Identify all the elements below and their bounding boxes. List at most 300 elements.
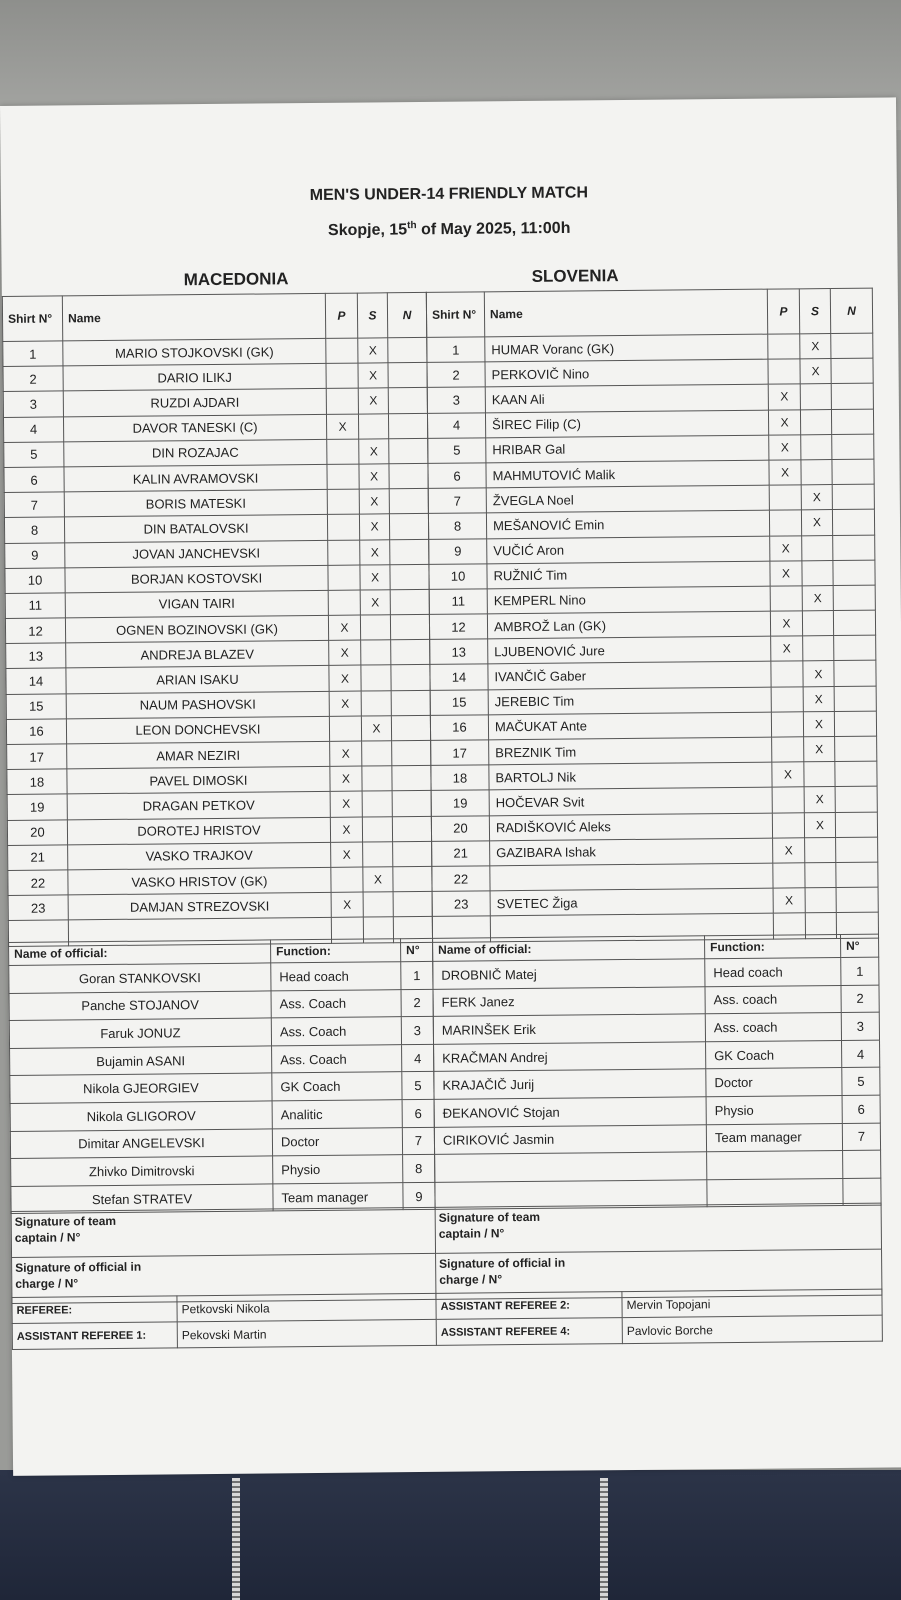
official-number: 3 [841,1012,879,1040]
substitute-mark: X [363,867,393,892]
not-playing-mark [389,489,428,515]
shirt-number: 23 [8,895,68,921]
substitute-mark: X [359,514,389,539]
substitute-mark: X [804,737,835,762]
player-name: DIN ROZAJAC [64,439,327,467]
played-mark: X [326,414,358,439]
shirt-number: 7 [428,488,486,514]
substitute-mark [363,842,393,867]
substitute-mark [358,413,388,438]
official-number: 4 [402,1044,434,1072]
signatures-table [11,1203,883,1304]
col-n: N [387,292,426,337]
table-row [10,1127,434,1159]
substitute-mark [801,459,832,484]
official-function: Ass. coach [705,985,841,1014]
substitute-mark: X [359,439,389,464]
official-function: Doctor [272,1127,402,1156]
official-function [707,1151,843,1180]
shirt-number: 12 [429,614,487,640]
played-mark [773,863,805,888]
substitute-mark [362,791,392,816]
not-playing-mark [390,539,429,565]
official-function: Doctor [706,1068,842,1097]
table-row [10,1099,434,1131]
played-mark [328,590,360,615]
played-mark [772,787,804,812]
not-playing-mark [835,761,877,787]
played-mark [771,661,803,686]
not-playing-mark [393,841,432,867]
referee-name: Petkovski Nikola [177,1293,436,1321]
official-number: 6 [842,1095,880,1123]
shirt-number: 19 [431,790,489,816]
table-row [9,1017,433,1049]
player-name: JOVAN JANCHEVSKI [65,540,328,568]
not-playing-mark [391,665,430,691]
not-playing-mark [392,740,431,766]
substitute-mark [800,384,831,409]
not-playing-mark [393,892,432,918]
substitute-mark [803,636,834,661]
substitute-mark: X [803,711,834,736]
ar1-label: ASSISTANT REFEREE 1: [12,1322,177,1350]
player-name: GAZIBARA Ishak [490,838,773,866]
shirt-number: 21 [432,841,490,867]
player-name: RUZDI AJDARI [63,389,326,417]
not-playing-mark [835,786,877,812]
shirt-number: 1 [3,341,63,367]
played-mark [327,439,359,464]
played-mark [769,510,801,535]
shirt-number: 13 [6,643,66,669]
shirt-number: 16 [6,719,66,745]
not-playing-mark [835,812,877,838]
table-row [433,1012,879,1044]
substitute-mark: X [360,564,390,589]
shirt-number: 15 [6,694,66,720]
player-name: RUŽNIĆ Tim [487,561,770,589]
shirt-number: 7 [4,492,64,518]
official-function: GK Coach [272,1072,402,1101]
shirt-number: 14 [6,668,66,694]
player-name: RADIŠKOVIĆ Aleks [489,813,772,841]
played-mark: X [770,611,802,636]
official-number: 8 [403,1155,435,1183]
player-name: DAMJAN STREZOVSKI [68,892,331,920]
not-playing-mark [836,837,878,863]
shirt-number: 5 [4,442,64,468]
table-row [435,1150,881,1182]
col-official-no: N° [401,938,433,961]
played-mark: X [770,535,802,560]
home-official-signature[interactable]: Signature of official in charge / N° [12,1253,436,1303]
played-mark: X [331,842,363,867]
player-name: BORIS MATESKI [64,490,327,518]
ar2-name: Mervin Topojani [622,1289,882,1317]
player-name: VIGAN TAIRI [65,590,328,618]
not-playing-mark [391,640,430,666]
shirt-number: 6 [428,463,486,489]
official-function: Ass. Coach [271,1017,401,1046]
player-name: MEŠANOVIĆ Emin [486,510,769,538]
official-name: KRAJAČIČ Jurij [434,1069,706,1099]
col-p: P [767,289,799,334]
played-mark [326,363,358,388]
official-name: ĐEKANOVIĆ Stojan [434,1097,706,1127]
played-mark [771,686,803,711]
player-name: VASKO HRISTOV (GK) [68,867,331,895]
official-name: Zhivko Dimitrovski [11,1156,273,1186]
official-number: 2 [841,985,879,1013]
official-number: 3 [401,1017,433,1045]
shirt-number: 2 [427,362,485,388]
shirt-number: 4 [3,416,63,442]
shirt-number: 17 [431,740,489,766]
official-function: Team manager [706,1123,842,1152]
not-playing-mark [392,791,431,817]
played-mark: X [773,838,805,863]
away-officials-table [432,934,882,1211]
substitute-mark: X [801,510,832,535]
player-name: KEMPERL Nino [487,586,770,614]
player-name: OGNEN BOZINOVSKI (GK) [65,615,328,643]
player-name: KAAN Ali [485,385,768,413]
official-function: Analitic [272,1100,402,1129]
shirt-number: 3 [3,391,63,417]
player-name: ŠIREC Filip (C) [485,410,768,438]
played-mark [768,334,800,359]
not-playing-mark [392,766,431,792]
not-playing-mark [836,887,878,913]
ar4-label: ASSISTANT REFEREE 4: [436,1318,622,1346]
official-number: 6 [402,1099,434,1127]
substitute-mark: X [803,661,834,686]
shirt-number: 17 [7,744,67,770]
not-playing-mark [833,560,875,586]
substitute-mark: X [804,787,835,812]
substitute-mark: X [802,585,833,610]
not-playing-mark [833,585,875,611]
played-mark: X [773,888,805,913]
substitute-mark: X [801,485,832,510]
substitute-mark: X [359,464,389,489]
shirt-number: 15 [430,689,488,715]
not-playing-mark [836,862,878,888]
substitute-mark: X [358,363,388,388]
shirt-number: 20 [7,819,67,845]
shirt-number: 6 [4,467,64,493]
player-name: VUČIĆ Aron [487,536,770,564]
ar2-label: ASSISTANT REFEREE 2: [436,1292,622,1320]
not-playing-mark [391,690,430,716]
official-function: Ass. Coach [272,1044,402,1073]
table-row [433,985,879,1017]
played-mark [331,867,363,892]
official-function: Physio [273,1155,403,1184]
table-row [433,957,879,989]
table-row [434,1040,880,1072]
col-function: Function: [704,934,840,958]
shirt-number: 20 [431,815,489,841]
official-number [843,1178,881,1206]
played-mark: X [769,435,801,460]
player-name: LEON DONCHEVSKI [66,716,329,744]
not-playing-mark [390,564,429,590]
played-mark: X [331,892,363,917]
not-playing-mark [832,434,874,460]
not-playing-mark [833,610,875,636]
player-name: MAHMUTOVIĆ Malik [486,460,769,488]
played-mark [771,712,803,737]
not-playing-mark [834,661,876,687]
not-playing-mark [831,358,873,384]
table-row [9,961,433,993]
player-name: KALIN AVRAMOVSKI [64,464,327,492]
substitute-mark [802,611,833,636]
substitute-mark [805,862,836,887]
shirt-number: 23 [432,891,490,917]
zipper-left [232,1478,240,1600]
substitute-mark [805,837,836,862]
player-name [490,863,773,891]
official-number: 1 [841,957,879,985]
table-row [9,989,433,1021]
played-mark: X [772,762,804,787]
table-row [10,1044,434,1076]
player-name: VASKO TRAJKOV [68,842,331,870]
home-captain-signature[interactable]: Signature of team captain / N° [11,1207,435,1257]
substitute-mark [362,766,392,791]
official-number: 5 [402,1072,434,1100]
away-official-signature[interactable]: Signature of official in charge / N° [436,1249,882,1299]
shirt-number: 4 [427,412,485,438]
substitute-mark: X [803,686,834,711]
ar4-name: Pavlovic Borche [622,1315,882,1343]
away-captain-signature[interactable]: Signature of team captain / N° [435,1203,881,1253]
home-players-table [2,292,433,947]
substitute-mark: X [800,334,831,359]
played-mark: X [329,640,361,665]
away-team-name: SLOVENIA [531,266,619,286]
player-name: HUMAR Voranc (GK) [485,334,768,362]
shirt-number: 12 [5,618,65,644]
official-number: 9 [403,1182,435,1210]
played-mark [327,489,359,514]
substitute-mark [805,888,836,913]
shirt-number: 18 [7,769,67,795]
col-function: Function: [271,939,401,963]
not-playing-mark [389,463,428,489]
official-name: Stefan STRATEV [11,1184,273,1214]
played-mark [328,565,360,590]
played-mark [772,737,804,762]
substitute-mark [802,535,833,560]
not-playing-mark [833,535,875,561]
away-players-table [426,288,879,943]
shirt-number: 21 [8,845,68,871]
player-name: DIN BATALOVSKI [64,515,327,543]
shirt-number: 13 [430,639,488,665]
shirt-number: 3 [427,387,485,413]
referees-table [11,1289,882,1350]
substitute-mark [362,816,392,841]
played-mark: X [768,409,800,434]
official-function: Team manager [273,1182,403,1211]
shirt-number: 16 [430,715,488,741]
player-name: IVANČIČ Gaber [488,662,771,690]
not-playing-mark [831,384,873,410]
player-name: LJUBENOVIĆ Jure [488,636,771,664]
not-playing-mark [835,736,877,762]
player-name: PERKOVIČ Nino [485,359,768,387]
shirt-number: 19 [7,794,67,820]
col-name: Name [484,289,767,337]
official-number: 1 [401,961,433,989]
played-mark: X [329,691,361,716]
official-name: Nikola GLIGOROV [10,1101,272,1131]
not-playing-mark [831,333,873,359]
played-mark [772,812,804,837]
player-name: ANDREJA BLAZEV [66,641,329,669]
official-number: 7 [842,1123,880,1151]
official-name: CIRIKOVIĆ Jasmin [434,1124,706,1154]
not-playing-mark [392,816,431,842]
substitute-mark [363,892,393,917]
player-name: ARIAN ISAKU [66,666,329,694]
played-mark: X [770,561,802,586]
player-name: AMAR NEZIRI [67,741,330,769]
col-s: S [357,293,387,338]
played-mark [326,338,358,363]
played-mark: X [768,384,800,409]
zipper-right [600,1478,608,1600]
not-playing-mark [389,438,428,464]
col-shirt: Shirt N° [2,296,62,342]
played-mark [327,464,359,489]
table-row [434,1095,880,1127]
not-playing-mark [388,363,427,389]
match-date: Skopje, 15th of May 2025, 11:00h [327,219,571,240]
substitute-mark [801,434,832,459]
official-number: 2 [401,989,433,1017]
player-name: NAUM PASHOVSKI [66,691,329,719]
not-playing-mark [388,337,427,363]
shirt-number: 11 [429,589,487,615]
referee-label: REFEREE: [12,1296,177,1324]
not-playing-mark [834,711,876,737]
player-name: BORJAN KOSTOVSKI [65,565,328,593]
table-row [434,1123,880,1155]
not-playing-mark [831,409,873,435]
official-name: Faruk JONUZ [9,1018,271,1048]
substitute-mark [361,640,391,665]
played-mark [328,540,360,565]
ar1-name: Pekovski Martin [177,1319,436,1347]
not-playing-mark [388,413,427,439]
col-p: P [325,293,357,338]
played-mark [770,586,802,611]
shirt-number: 2 [3,366,63,392]
substitute-mark [361,665,391,690]
player-name: BARTOLJ Nik [489,762,772,790]
home-officials-table [8,938,436,1214]
substitute-mark: X [361,716,391,741]
player-name: DAVOR TANESKI (C) [63,414,326,442]
official-number: 7 [402,1127,434,1155]
played-mark: X [330,817,362,842]
not-playing-mark [832,484,874,510]
not-playing-mark [832,509,874,535]
table-row [434,1067,880,1099]
col-s: S [799,289,830,334]
player-name: SVETEC Žiga [490,888,773,916]
shirt-number: 11 [5,593,65,619]
player-name: ŽVEGLA Noel [486,485,769,513]
player-name: BREZNIK Tim [489,737,772,765]
official-number: 5 [842,1067,880,1095]
played-mark: X [330,766,362,791]
player-name: HRIBAR Gal [486,435,769,463]
official-name: Goran STANKOVSKI [9,963,271,993]
official-function: Physio [706,1095,842,1124]
not-playing-mark [834,635,876,661]
shirt-number: 1 [427,337,485,363]
team-sheet-paper [0,97,901,1476]
substitute-mark [361,690,391,715]
substitute-mark [802,560,833,585]
player-name: DARIO ILIKJ [63,364,326,392]
not-playing-mark [393,866,432,892]
not-playing-mark [391,715,430,741]
official-name: KRAČMAN Andrej [434,1042,706,1072]
table-row [11,1155,435,1187]
substitute-mark [360,615,390,640]
home-team-name: MACEDONIA [183,269,289,290]
substitute-mark [362,741,392,766]
played-mark: X [329,665,361,690]
official-number [843,1150,881,1178]
substitute-mark [800,409,831,434]
background-clothing [0,1470,901,1600]
shirt-number: 9 [429,538,487,564]
substitute-mark: X [358,338,388,363]
col-official-no: N° [840,934,878,957]
match-title: MEN'S UNDER-14 FRIENDLY MATCH [309,184,589,205]
shirt-number: 22 [8,870,68,896]
played-mark [327,514,359,539]
shirt-number: 8 [428,513,486,539]
substitute-mark: X [800,359,831,384]
not-playing-mark [390,614,429,640]
official-function: Head coach [705,957,841,986]
official-name: FERK Janez [433,986,705,1016]
substitute-mark: X [804,812,835,837]
shirt-number: 10 [5,568,65,594]
player-name: JEREBIC Tim [488,687,771,715]
official-name: DROBNIČ Matej [433,959,705,989]
official-name: Dimitar ANGELEVSKI [10,1128,272,1158]
player-name: DOROTEJ HRISTOV [67,817,330,845]
col-official-name: Name of official: [9,940,271,966]
substitute-mark: X [359,489,389,514]
shirt-number: 8 [4,517,64,543]
official-name: Nikola GJEORGIEV [10,1073,272,1103]
shirt-number: 22 [432,866,490,892]
shirt-number: 9 [5,542,65,568]
played-mark: X [771,636,803,661]
played-mark: X [330,791,362,816]
